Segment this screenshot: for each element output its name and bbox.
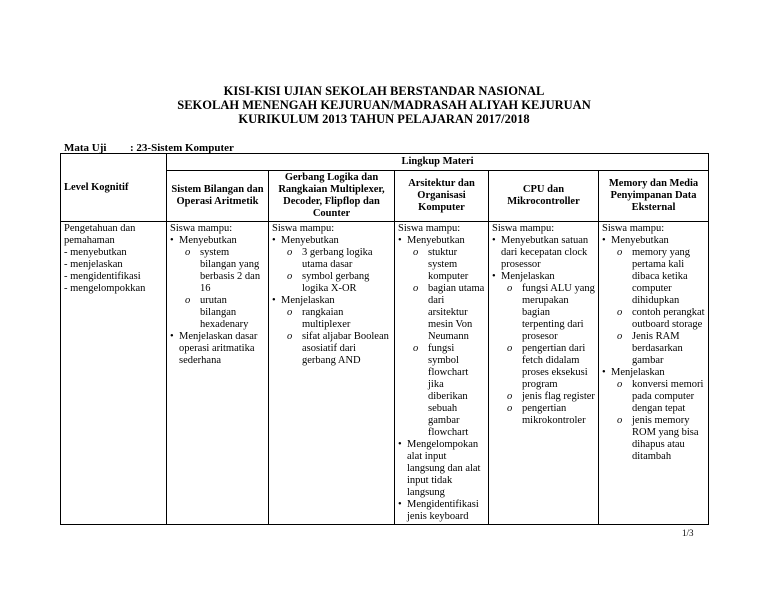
bullet-item: • Menyebutkan o system bilangan yang berbasis 2 dan 16 o urutan bilangan hexadenary bbox=[170, 235, 265, 331]
sub-item: o rangkaian multiplexer bbox=[287, 307, 391, 331]
content-cell-5 bbox=[599, 222, 709, 525]
sub-item: o memory yang pertama kali dibaca ketika computer dihidupkan bbox=[617, 247, 705, 307]
level-item: - mengelompokkan bbox=[64, 283, 146, 294]
bullet-item: • Menyebutkan o stuktur system komputer o bagian utama dari arsitektur mesin Von Neumann o fungsi symbol flowchart jika diberikan sebuah gambar flowchart bbox=[398, 235, 485, 439]
level-item: - menjelaskan bbox=[64, 259, 123, 270]
content-cell-2 bbox=[269, 222, 395, 525]
column-header-3: Arsitektur dan Organisasi Komputer bbox=[395, 171, 489, 222]
level-title: Pengetahuan dan pemahaman bbox=[64, 223, 136, 246]
column-header-4: CPU dan Mikrocontroller bbox=[489, 171, 599, 222]
subject-label: Mata Uji bbox=[64, 142, 107, 154]
sub-item: o pengertian dari fetch didalam proses eksekusi program bbox=[507, 343, 595, 391]
title-line-3: KURIKULUM 2013 TAHUN PELAJARAN 2017/2018 bbox=[238, 112, 530, 126]
bullet-item: • Mengelompokan alat input langsung dan alat input tidak langsung bbox=[398, 439, 485, 499]
cell-intro: Siswa mampu: bbox=[272, 223, 335, 234]
level-cell bbox=[61, 222, 167, 525]
cell-intro: Siswa mampu: bbox=[170, 223, 233, 234]
sub-item: o stuktur system komputer bbox=[413, 247, 485, 283]
sub-item: o fungsi symbol flowchart jika diberikan sebuah gambar flowchart bbox=[413, 343, 485, 439]
bullet-item: • Menyebutkan satuan dari kecepatan clock prosessor bbox=[492, 235, 595, 271]
page-number: 1/3 bbox=[682, 528, 694, 538]
lingkup-materi-header: Lingkup Materi bbox=[167, 154, 709, 171]
subject-value: : 23-Sistem Komputer bbox=[130, 142, 234, 154]
sub-item: o jenis flag register bbox=[507, 391, 595, 403]
bullet-item: • Menyebutkan o 3 gerbang logika utama dasar o symbol gerbang logika X-OR bbox=[272, 235, 391, 295]
title-line-2: SEKOLAH MENENGAH KEJURUAN/MADRASAH ALIYAH KEJURUAN bbox=[177, 98, 591, 112]
level-item: - menyebutkan bbox=[64, 247, 127, 258]
sub-item: o symbol gerbang logika X-OR bbox=[287, 271, 391, 295]
sub-item: o 3 gerbang logika utama dasar bbox=[287, 247, 391, 271]
bullet-item: • Menyebutkan o memory yang pertama kali dibaca ketika computer dihidupkan o contoh perangkat outboard storage o Jenis RAM berdasarkan gambar bbox=[602, 235, 705, 367]
cell-intro: Siswa mampu: bbox=[602, 223, 665, 234]
bullet-item: • Menjelaskan o rangkaian multiplexer o sifat aljabar Boolean asosiatif dari gerbang AND bbox=[272, 295, 391, 367]
document-title bbox=[0, 84, 768, 126]
kisi-kisi-table bbox=[60, 153, 709, 525]
sub-item: o fungsi ALU yang merupakan bagian terpenting dari prosesor bbox=[507, 283, 595, 343]
column-header-1: Sistem Bilangan dan Operasi Aritmetik bbox=[167, 171, 269, 222]
sub-item: o urutan bilangan hexadenary bbox=[185, 295, 265, 331]
bullet-item: • Mengidentifikasi jenis keyboard bbox=[398, 499, 485, 523]
level-kognitif-header: Level Kognitif bbox=[61, 154, 167, 222]
bullet-item: • Menjelaskan dasar operasi aritmatika sederhana bbox=[170, 331, 265, 367]
column-header-2: Gerbang Logika dan Rangkaian Multiplexer, Decoder, Flipflop dan Counter bbox=[269, 171, 395, 222]
cell-intro: Siswa mampu: bbox=[492, 223, 555, 234]
sub-item: o sifat aljabar Boolean asosiatif dari gerbang AND bbox=[287, 331, 391, 367]
content-cell-3 bbox=[395, 222, 489, 525]
sub-item: o konversi memori pada computer dengan tepat bbox=[617, 379, 705, 415]
sub-item: o bagian utama dari arsitektur mesin Von Neumann bbox=[413, 283, 485, 343]
level-item: - mengidentifikasi bbox=[64, 271, 141, 282]
sub-item: o Jenis RAM berdasarkan gambar bbox=[617, 331, 705, 367]
content-cell-4 bbox=[489, 222, 599, 525]
sub-item: o system bilangan yang berbasis 2 dan 16 bbox=[185, 247, 265, 295]
sub-item: o jenis memory ROM yang bisa dihapus atau ditambah bbox=[617, 415, 705, 463]
bullet-item: • Menjelaskan o fungsi ALU yang merupakan bagian terpenting dari prosesor o pengertian dari fetch didalam proses eksekusi program o jenis flag register o pengertian mikrokontroler bbox=[492, 271, 595, 427]
cell-intro: Siswa mampu: bbox=[398, 223, 461, 234]
sub-item: o contoh perangkat outboard storage bbox=[617, 307, 705, 331]
title-line-1: KISI-KISI UJIAN SEKOLAH BERSTANDAR NASIONAL bbox=[223, 84, 545, 98]
bullet-item: • Menjelaskan o konversi memori pada computer dengan tepat o jenis memory ROM yang bisa dihapus atau ditambah bbox=[602, 367, 705, 463]
content-cell-1 bbox=[167, 222, 269, 525]
column-header-5: Memory dan Media Penyimpanan Data Eksternal bbox=[599, 171, 709, 222]
sub-item: o pengertian mikrokontroler bbox=[507, 403, 595, 427]
